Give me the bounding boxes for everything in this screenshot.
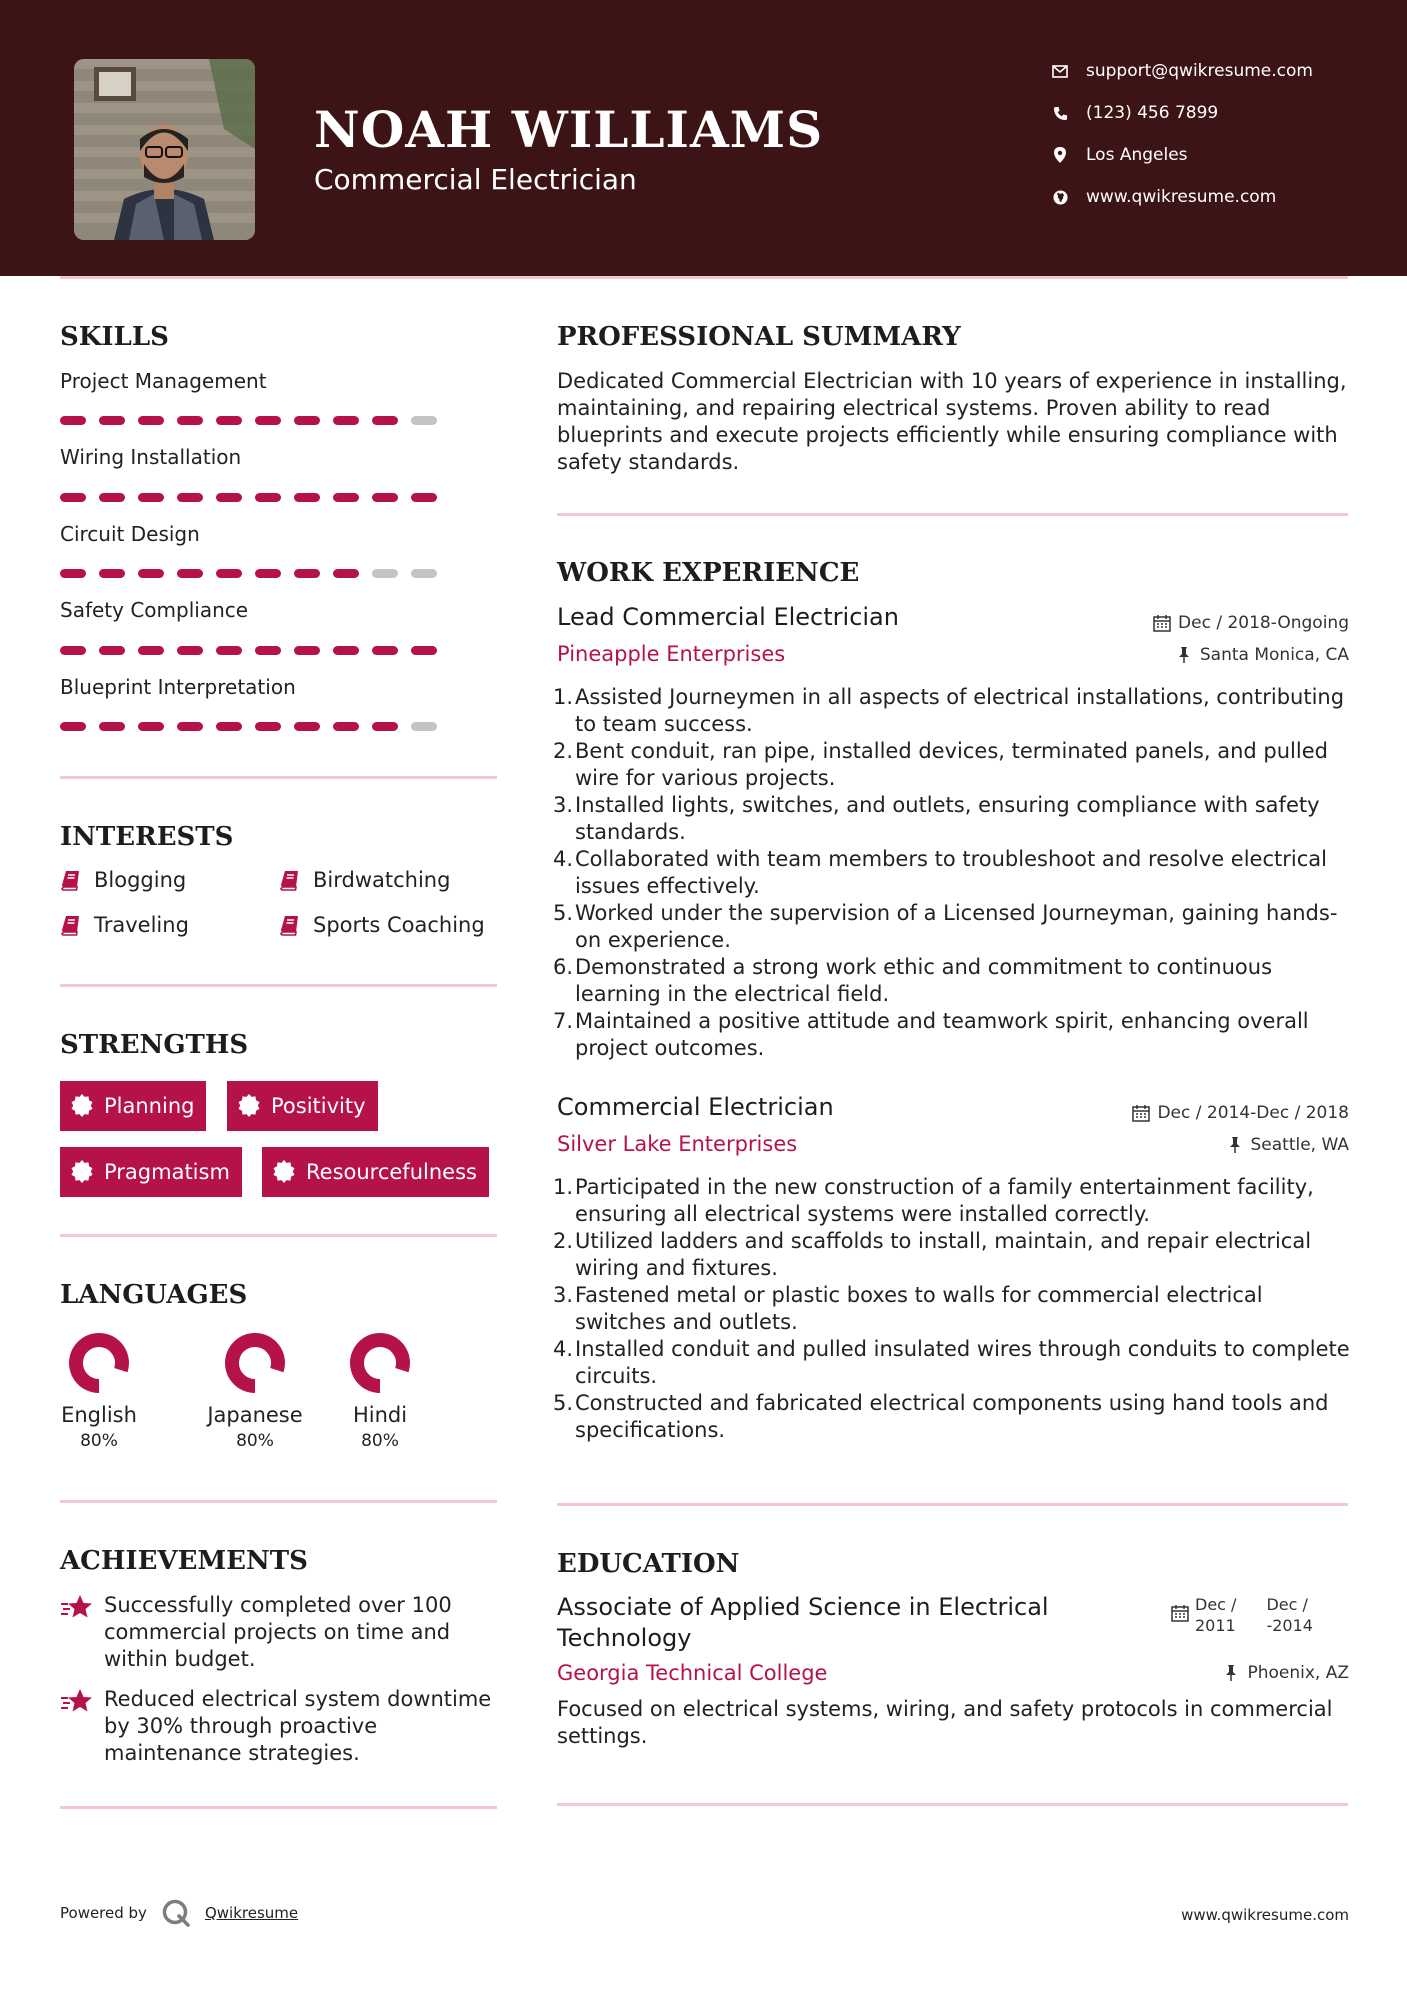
achievement-item	[60, 1686, 500, 1767]
skill-rating-bar	[60, 722, 440, 732]
candidate-role: Commercial Electrician	[314, 163, 637, 196]
language-name: Hindi	[352, 1403, 408, 1427]
skill-dot-filled	[138, 416, 164, 425]
candidate-name: NOAH WILLIAMS	[314, 100, 824, 159]
skill-dot-filled	[255, 722, 281, 731]
language-progress-arc	[232, 1340, 278, 1386]
language-item	[29, 1331, 169, 1451]
job-bullet: 1. Participated in the new construction of a family entertainment facility, ensuring all electrical systems were installed correctly.	[552, 1175, 1314, 1226]
skill-dot-filled	[177, 722, 203, 731]
job-location-text: Seattle, WA	[1250, 1135, 1349, 1155]
contact-website[interactable]	[1050, 182, 1276, 212]
language-progress-arc	[76, 1340, 122, 1386]
powered-by-label: Powered by	[60, 1904, 147, 1922]
strengths-title: STRENGTHS	[60, 1030, 249, 1060]
language-progress-ring	[223, 1331, 287, 1395]
education-location-text: Phoenix, AZ	[1247, 1663, 1349, 1683]
achievement-item	[60, 1592, 500, 1673]
skill-name: Project Management	[60, 369, 267, 393]
interests-title: INTERESTS	[60, 822, 234, 852]
skill-dot-empty	[411, 722, 437, 731]
skill-dot-filled	[177, 646, 203, 655]
job-dates-text: Dec / 2018-Ongoing	[1178, 613, 1349, 633]
book-icon	[60, 869, 82, 891]
education-end-date: Dec / -2014	[1266, 1595, 1313, 1635]
job-bullets	[552, 684, 1357, 1062]
skill-dot-filled	[255, 493, 281, 502]
skill-dot-filled	[138, 722, 164, 731]
achievement-text: Reduced electrical system downtime by 30% through proactive maintenance strategies.	[104, 1687, 492, 1765]
job-dates	[1132, 1103, 1349, 1123]
strength-label: Pragmatism	[104, 1160, 230, 1184]
skill-name: Circuit Design	[60, 522, 200, 546]
education-description: Focused on electrical systems, wiring, and safety protocols in commercial settings.	[557, 1697, 1333, 1748]
job-location-text: Santa Monica, CA	[1199, 645, 1349, 665]
job-dates	[1153, 613, 1349, 633]
skill-dot-filled	[255, 569, 281, 578]
skill-dot-filled	[372, 722, 398, 731]
achievements-title: ACHIEVEMENTS	[60, 1546, 308, 1576]
section-divider	[60, 1806, 497, 1809]
job-bullet: 7. Maintained a positive attitude and teamwork spirit, enhancing overall project outcomes.	[552, 1009, 1309, 1060]
skill-dot-filled	[216, 416, 242, 425]
language-progress-ring	[67, 1331, 131, 1395]
education-location	[1222, 1663, 1349, 1683]
contact-website-text: www.qwikresume.com	[1086, 187, 1277, 207]
skill-dot-filled	[372, 416, 398, 425]
skill-dot-filled	[216, 722, 242, 731]
pushpin-icon	[1226, 1136, 1244, 1154]
skill-dot-filled	[99, 416, 125, 425]
skill-dot-filled	[60, 646, 86, 655]
job-location	[1226, 1135, 1350, 1155]
contact-phone[interactable]	[1050, 98, 1218, 128]
resume-header	[0, 0, 1407, 276]
strength-tag	[262, 1147, 489, 1197]
profile-photo	[74, 59, 255, 240]
section-divider	[60, 984, 497, 987]
pushpin-icon	[1175, 646, 1193, 664]
skill-dot-filled	[294, 646, 320, 655]
skill-dot-filled	[333, 722, 359, 731]
section-divider	[60, 776, 497, 779]
calendar-icon	[1171, 1604, 1189, 1622]
job-bullet: 4. Collaborated with team members to troubleshoot and resolve electrical issues effectively.	[552, 847, 1327, 898]
language-percent: 80%	[236, 1431, 274, 1451]
skill-dot-filled	[411, 646, 437, 655]
skill-rating-bar	[60, 416, 440, 426]
skill-rating-bar	[60, 493, 440, 503]
location-pin-icon	[1050, 145, 1070, 165]
pushpin-icon	[1222, 1664, 1240, 1682]
skill-name: Blueprint Interpretation	[60, 675, 296, 699]
skill-dot-filled	[294, 722, 320, 731]
skill-dot-empty	[411, 569, 437, 578]
section-divider	[60, 1234, 497, 1237]
strength-tag	[60, 1147, 242, 1197]
phone-icon	[1050, 103, 1070, 123]
skill-dot-filled	[372, 646, 398, 655]
skill-dot-filled	[255, 646, 281, 655]
interest-item	[60, 913, 189, 937]
skill-dot-filled	[333, 493, 359, 502]
interest-label: Birdwatching	[313, 868, 451, 892]
contact-email-text: support@qwikresume.com	[1086, 61, 1313, 81]
education-title: EDUCATION	[557, 1549, 740, 1579]
job-bullet: 4. Installed conduit and pulled insulated wires through conduits to complete circuits.	[552, 1337, 1350, 1388]
skill-dot-filled	[294, 493, 320, 502]
skill-dot-filled	[177, 493, 203, 502]
skill-dot-filled	[60, 416, 86, 425]
globe-icon	[1050, 187, 1070, 207]
interest-item	[60, 868, 186, 892]
skill-dot-filled	[216, 646, 242, 655]
header-divider	[60, 276, 1348, 279]
interest-item	[279, 868, 450, 892]
skill-dot-filled	[333, 646, 359, 655]
skill-dot-filled	[255, 416, 281, 425]
job-title: Commercial Electrician	[557, 1093, 834, 1121]
skill-dot-filled	[99, 646, 125, 655]
skill-dot-filled	[216, 569, 242, 578]
skill-dot-filled	[216, 493, 242, 502]
strength-label: Resourcefulness	[306, 1160, 477, 1184]
language-percent: 80%	[361, 1431, 399, 1451]
strength-label: Positivity	[271, 1094, 366, 1118]
badge-icon	[237, 1094, 261, 1118]
interest-label: Sports Coaching	[313, 913, 485, 937]
education-dates	[1171, 1594, 1313, 1636]
language-progress-arc	[357, 1340, 403, 1386]
summary-title: PROFESSIONAL SUMMARY	[557, 322, 961, 352]
skill-dot-filled	[294, 416, 320, 425]
skill-rating-bar	[60, 646, 440, 656]
summary-text: Dedicated Commercial Electrician with 10 years of experience in installing, maintaining, and repairing electrical systems. Proven ability to read blueprints and execute projects efficiently while ensuring compliance with safety standards.	[557, 369, 1347, 474]
skill-dot-filled	[138, 569, 164, 578]
skill-rating-bar	[60, 569, 440, 579]
language-progress-ring	[348, 1331, 412, 1395]
achievement-text: Successfully completed over 100 commercial projects on time and within budget.	[104, 1593, 452, 1671]
interest-item	[279, 913, 485, 937]
education-start-date: Dec / 2011	[1195, 1595, 1237, 1635]
skill-dot-filled	[138, 646, 164, 655]
job-dates-text: Dec / 2014-Dec / 2018	[1157, 1103, 1349, 1123]
company-name: Pineapple Enterprises	[557, 642, 786, 666]
book-icon	[279, 869, 301, 891]
badge-icon	[70, 1160, 94, 1184]
shooting-star-icon	[60, 1687, 94, 1717]
footer-branding	[60, 1898, 298, 1928]
book-icon	[60, 914, 82, 936]
skill-dot-filled	[99, 722, 125, 731]
calendar-icon	[1132, 1104, 1150, 1122]
qwikresume-link[interactable]: Qwikresume	[204, 1904, 299, 1922]
skill-dot-filled	[138, 493, 164, 502]
experience-title: WORK EXPERIENCE	[557, 558, 860, 588]
job-bullet: 3. Installed lights, switches, and outlets, ensuring compliance with safety standards.	[552, 793, 1320, 844]
job-bullet: 2. Bent conduit, ran pipe, installed devices, terminated panels, and pulled wire for various projects.	[552, 739, 1328, 790]
contact-location	[1050, 140, 1188, 170]
section-divider	[557, 1803, 1348, 1806]
job-bullet: 6. Demonstrated a strong work ethic and commitment to continuous learning in the electrical field.	[552, 955, 1273, 1006]
skill-dot-filled	[372, 493, 398, 502]
book-icon	[279, 914, 301, 936]
skill-dot-filled	[294, 569, 320, 578]
calendar-icon	[1153, 614, 1171, 632]
skill-dot-filled	[177, 569, 203, 578]
skill-dot-filled	[411, 493, 437, 502]
skill-dot-filled	[333, 569, 359, 578]
skill-dot-empty	[411, 416, 437, 425]
skill-dot-filled	[333, 416, 359, 425]
contact-phone-text: (123) 456 7899	[1086, 103, 1219, 123]
job-bullet: 5. Constructed and fabricated electrical components using hand tools and specifications.	[552, 1391, 1329, 1442]
job-bullet: 5. Worked under the supervision of a Licensed Journeyman, gaining hands-on experience.	[552, 901, 1338, 952]
contact-email[interactable]	[1050, 56, 1313, 86]
job-title: Lead Commercial Electrician	[557, 603, 899, 631]
skill-dot-filled	[60, 722, 86, 731]
job-bullet: 2. Utilized ladders and scaffolds to install, maintain, and repair electrical wiring and fixtures.	[552, 1229, 1312, 1280]
section-divider	[557, 513, 1348, 516]
strength-tag	[227, 1081, 378, 1131]
envelope-icon	[1050, 61, 1070, 81]
company-name: Silver Lake Enterprises	[557, 1132, 798, 1156]
skills-title: SKILLS	[60, 322, 169, 352]
section-divider	[557, 1503, 1348, 1506]
skill-name: Safety Compliance	[60, 598, 249, 622]
languages-title: LANGUAGES	[60, 1280, 248, 1310]
section-divider	[60, 1500, 497, 1503]
degree-title: Associate of Applied Science in Electrical Technology	[557, 1593, 1049, 1652]
qwikresume-logo-icon	[161, 1898, 191, 1928]
job-location	[1175, 645, 1349, 665]
job-bullet: 3. Fastened metal or plastic boxes to walls for commercial electrical switches and outlets.	[552, 1283, 1263, 1334]
job-bullet: 1. Assisted Journeymen in all aspects of electrical installations, contributing to team success.	[552, 685, 1345, 736]
skill-dot-filled	[60, 493, 86, 502]
skill-dot-filled	[99, 569, 125, 578]
contact-location-text: Los Angeles	[1086, 145, 1188, 165]
interest-label: Blogging	[94, 868, 187, 892]
skill-dot-filled	[99, 493, 125, 502]
footer-url[interactable]: www.qwikresume.com	[1181, 1906, 1349, 1924]
skill-name: Wiring Installation	[60, 445, 242, 469]
skill-dot-empty	[372, 569, 398, 578]
school-name: Georgia Technical College	[557, 1661, 828, 1685]
skill-dot-filled	[60, 569, 86, 578]
badge-icon	[272, 1160, 296, 1184]
strength-label: Planning	[104, 1094, 195, 1118]
interest-label: Traveling	[94, 913, 189, 937]
language-name: Japanese	[207, 1403, 303, 1427]
language-item	[310, 1331, 450, 1451]
job-bullets	[552, 1174, 1357, 1444]
badge-icon	[70, 1094, 94, 1118]
language-percent: 80%	[80, 1431, 118, 1451]
language-item	[185, 1331, 325, 1451]
language-name: English	[61, 1403, 137, 1427]
shooting-star-icon	[60, 1593, 94, 1623]
skill-dot-filled	[177, 416, 203, 425]
strength-tag	[60, 1081, 206, 1131]
